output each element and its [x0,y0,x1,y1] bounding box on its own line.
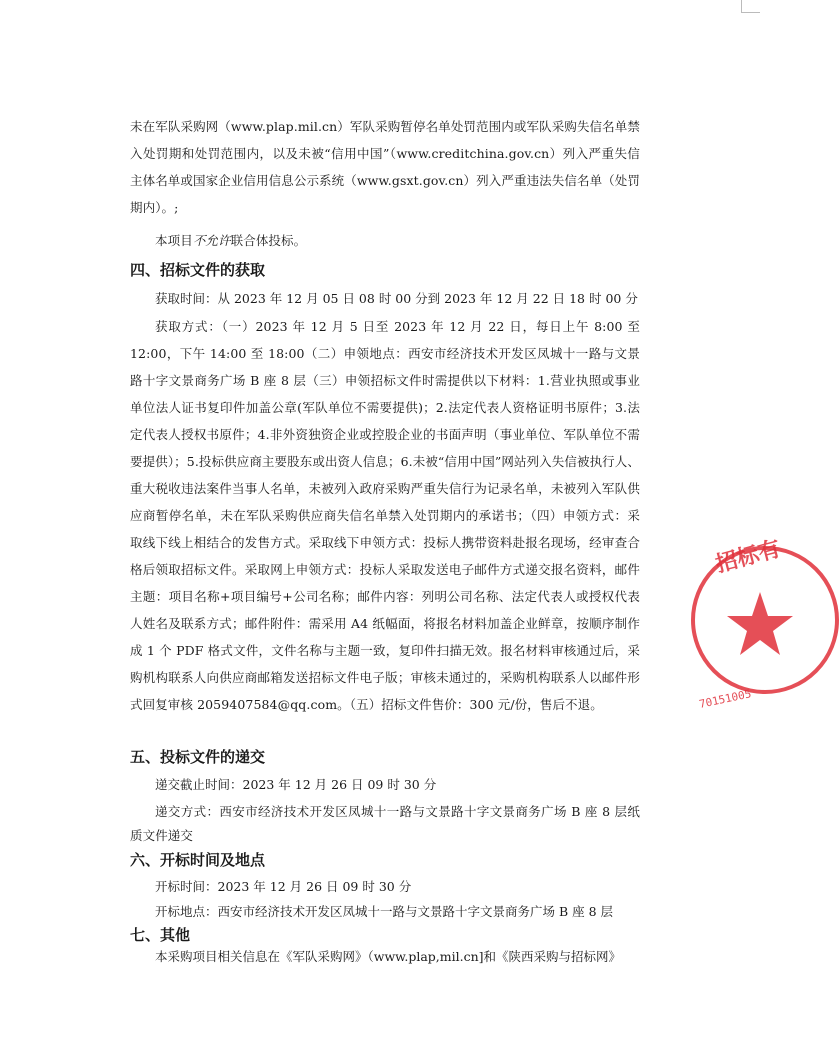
stamp-top-text: 招标有 [713,536,784,578]
consortium-prefix: 本项目 [155,233,193,248]
consortium-italic: 不允许 [192,233,231,248]
company-seal-stamp [690,530,840,710]
section-5-heading: 五、投标文件的递交 [130,748,266,766]
section-4-heading: 四、招标文件的获取 [130,261,266,279]
consortium-paragraph [130,227,640,254]
section-6-place: 开标地点：西安市经济技术开发区凤城十一路与文景路十字文景商务广场 B 座 8 层 [155,904,614,919]
section-6-time: 开标时间：2023 年 12 月 26 日 09 时 30 分 [155,879,412,894]
section-7-heading: 七、其他 [130,926,191,944]
intro-paragraph: 未在军队采购网（www.plap.mil.cn）军队采购暂停名单处罚范围内或军队采购失信名单禁入处罚期和处罚范围内，以及未被“信用中国”（www.creditchina.gov.cn）列入严重失信主体名单或国家企业信用信息公示系统（www.gsxt.gov.cn）列入严重违法失信名单（处罚期内）。; [130,119,640,215]
consortium-suffix: 联合体投标。 [230,233,307,248]
stamp-code-text: 70151005 [697,687,753,711]
section-7-text: 本采购项目相关信息在《军队采购网》（www.plap,mil.cn]和《陕西采购与招标网》 [155,949,622,964]
section-5-method: 递交方式：西安市经济技术开发区凤城十一路与文景路十字文景商务广场 B 座 8 层纸质文件递交 [130,804,640,843]
section-4-method: 获取方式：（一）2023 年 12 月 5 日至 2023 年 12 月 22 日，每日上午 8:00 至 12:00，下午 14:00 至 18:00（二）申领地点：西安市经济技术开发区凤城十一路与文景路十字文景商务广场 B 座 8 层（三）申领招标文件时需提供以下材料：1.营业执照或事业单位法人证书复印件加盖公章(军队单位不需要提供)；2.法定代表人资格证明书原件；3.法定代表人授权书原件；4.非外资独资企业或控股企业的书面声明（事业单位、军队单位不需要提供）；5.投标供应商主要股东或出资人信息；6.未被“信用中国”网站列入失信被执行人、重大税收违法案件当事人名单，未被列入政府采购严重失信行为记录名单，未被列入军队供应商暂停名单，未在军队采购供应商失信名单禁入处罚期内的承诺书；（四）申领方式：采取线下线上相结合的发售方式。采取线下申领方式：投标人携带资料赴报名现场，经审查合格后领取招标文件。采取网上申领方式：投标人采取发送电子邮件方式递交报名资料，邮件主题：项目名称+项目编号+公司名称；邮件内容：列明公司名称、法定代表人或授权代表人姓名及联系方式；邮件附件：需采用 A4 纸幅面，将报名材料加盖企业鲜章，按顺序制作成 1 个 PDF 格式文件，文件名称与主题一致，复印件扫描无效。报名材料审核通过后，采购机构联系人向供应商邮箱发送招标文件电子版；审核未通过的，采购机构联系人以邮件形式回复审核 2059407584@qq.com。（五）招标文件售价：300 元/份，售后不退。 [130,319,640,712]
section-5-deadline: 递交截止时间：2023 年 12 月 26 日 09 时 30 分 [155,777,437,792]
scan-corner-mark [741,0,760,13]
section-6-heading: 六、开标时间及地点 [130,851,266,869]
section-4-time: 获取时间：从 2023 年 12 月 05 日 08 时 00 分到 2023 年 12 月 22 日 18 时 00 分 [155,291,638,306]
